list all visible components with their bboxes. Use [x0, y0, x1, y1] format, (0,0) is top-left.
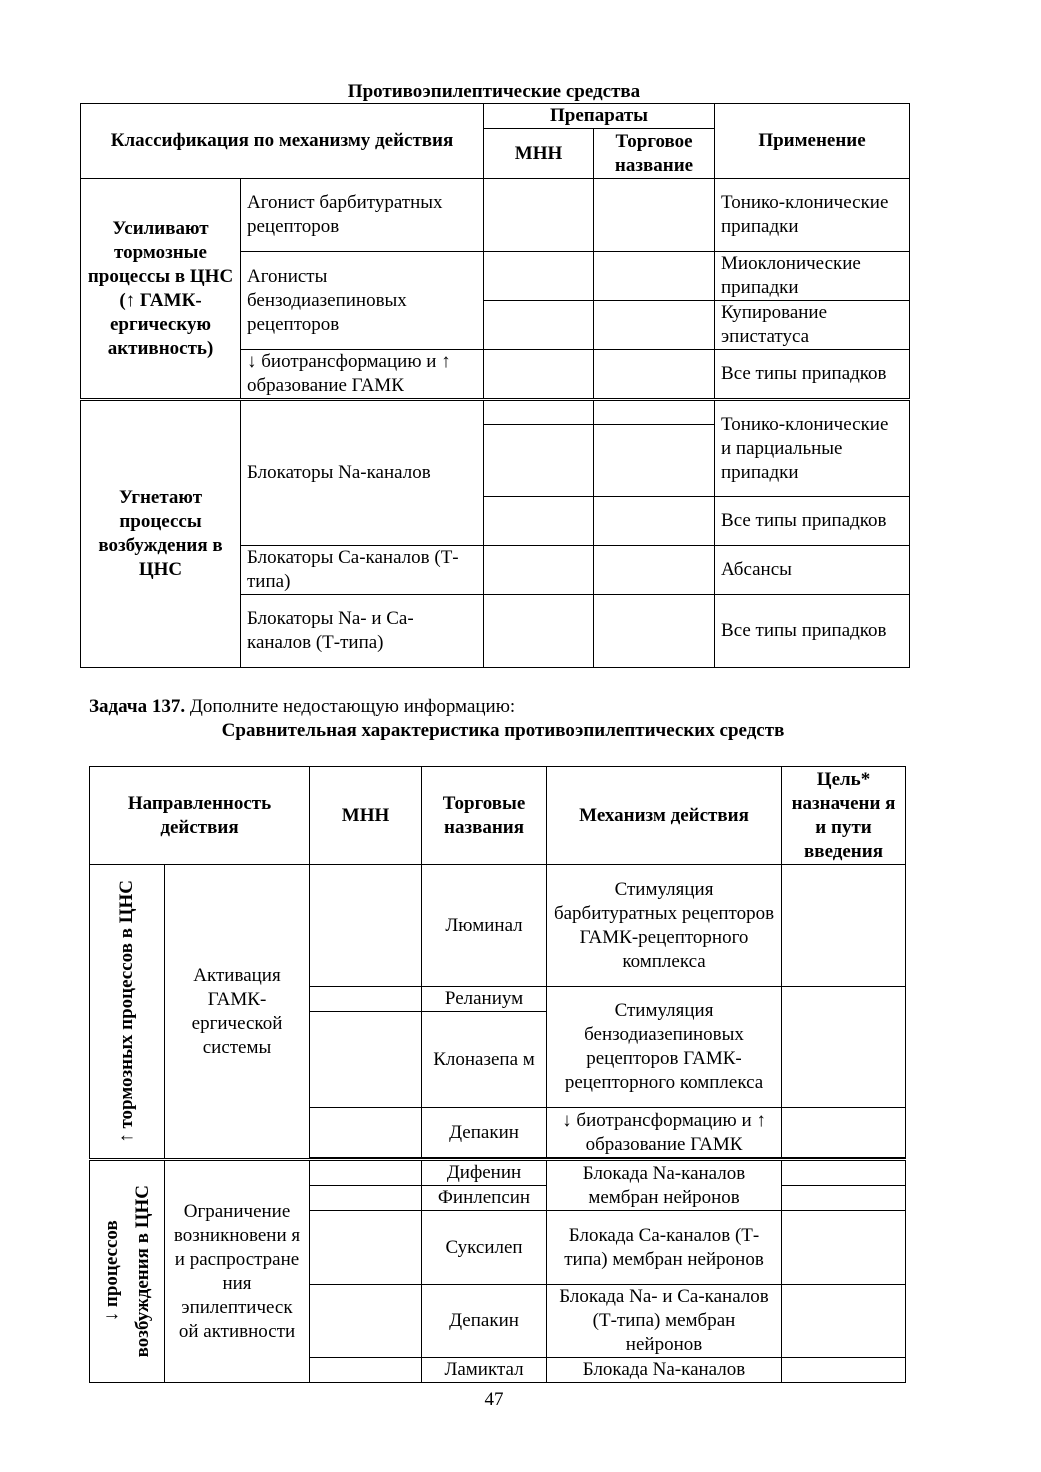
- header-goal: Цель* назначени я и пути введения: [782, 767, 906, 865]
- mnn-cell[interactable]: [310, 1358, 422, 1383]
- use-cell: Миоклонические припадки: [715, 252, 910, 301]
- trade-luminal: Люминал: [422, 865, 547, 987]
- mech-cell: Стимуляция бензодиазепиновых рецепторов ГАМК-рецепторного комплекса: [547, 987, 782, 1108]
- trade-cell[interactable]: [594, 425, 715, 497]
- header-direction: Направленность действия: [90, 767, 310, 865]
- mnn-cell[interactable]: [484, 497, 594, 546]
- task-137: [89, 695, 515, 719]
- mnn-cell[interactable]: [310, 865, 422, 987]
- group2-sub-label: Ограничение возникновени я и распростране ния эпилептическ ой активности: [165, 1160, 310, 1383]
- trade-cell[interactable]: [594, 301, 715, 350]
- group1-label: Усиливают тормозные процессы в ЦНС (↑ ГАМК-ергическую активность): [81, 179, 241, 400]
- trade-relanium: Реланиум: [422, 987, 547, 1012]
- mnn-cell[interactable]: [310, 1108, 422, 1158]
- mech-na-blockers: Блокаторы Na-каналов: [241, 400, 484, 546]
- mnn-cell[interactable]: [310, 1012, 422, 1108]
- trade-depakin: Депакин: [422, 1108, 547, 1158]
- use-cell: Тонико-клонические и парциальные припадки: [715, 400, 910, 497]
- goal-cell[interactable]: [782, 1186, 906, 1211]
- mnn-cell[interactable]: [484, 400, 594, 425]
- group2-label: Угнетают процессы возбуждения в ЦНС: [81, 400, 241, 668]
- group2-vertical-cell: [90, 1160, 165, 1383]
- mnn-cell[interactable]: [484, 595, 594, 668]
- page-number: 47: [484, 1389, 504, 1410]
- header-drugs: Препараты: [484, 104, 715, 129]
- trade-cell[interactable]: [594, 350, 715, 400]
- mech-cell: Блокада Na-каналов: [547, 1358, 782, 1383]
- mech-cell: Блокада Na- и Ca-каналов (Т-типа) мембран нейронов: [547, 1285, 782, 1358]
- group1-vertical-label: ↑ тормозных процессов в ЦНС: [116, 880, 137, 1143]
- mnn-cell[interactable]: [484, 350, 594, 400]
- mech-cell: Стимуляция барбитуратных рецепторов ГАМК-рецепторного комплекса: [547, 865, 782, 987]
- mnn-cell[interactable]: [484, 425, 594, 497]
- mnn-cell[interactable]: [484, 252, 594, 301]
- mech-na-ca-blockers: Блокаторы Na- и Ca-каналов (Т-типа): [241, 595, 484, 668]
- header-trade-names: Торговые названия: [422, 767, 547, 865]
- trade-cell[interactable]: [594, 546, 715, 595]
- mech-cell: ↓ биотрансформацию и ↑ образование ГАМК: [547, 1108, 782, 1158]
- use-cell: Все типы припадков: [715, 595, 910, 668]
- goal-cell[interactable]: [782, 987, 906, 1108]
- trade-cell[interactable]: [594, 497, 715, 546]
- use-cell: Купирование эпистатуса: [715, 301, 910, 350]
- mnn-cell[interactable]: [310, 987, 422, 1012]
- header-mnn: МНН: [310, 767, 422, 865]
- header-mnn: МНН: [484, 129, 594, 179]
- group1-sub-label: Активация ГАМК-ергической системы: [165, 865, 310, 1160]
- use-cell: Все типы припадков: [715, 497, 910, 546]
- trade-cell[interactable]: [594, 179, 715, 252]
- group2-vertical-label-1: ↓ процессов: [100, 1220, 122, 1323]
- mnn-cell[interactable]: [310, 1186, 422, 1211]
- mnn-cell[interactable]: [484, 179, 594, 252]
- header-classification: Классификация по механизму действия: [81, 104, 484, 179]
- trade-clonazepam: Клоназепа м: [422, 1012, 547, 1108]
- task-label: Задача 137.: [89, 696, 186, 717]
- mnn-cell[interactable]: [310, 1211, 422, 1285]
- mech-cell: Блокада Ca-каналов (Т-типа) мембран нейронов: [547, 1211, 782, 1285]
- table1-title: Противоэпилептические средства: [347, 81, 641, 102]
- trade-cell[interactable]: [594, 595, 715, 668]
- goal-cell[interactable]: [782, 1160, 906, 1186]
- trade-depakin: Депакин: [422, 1285, 547, 1358]
- header-use: Применение: [715, 104, 910, 179]
- goal-cell[interactable]: [782, 865, 906, 987]
- mnn-cell[interactable]: [484, 301, 594, 350]
- trade-difenin: Дифенин: [422, 1160, 547, 1186]
- use-cell: Тонико-клонические припадки: [715, 179, 910, 252]
- mnn-cell[interactable]: [310, 1160, 422, 1186]
- mech-gaba: ↓ биотрансформацию и ↑ образование ГАМК: [241, 350, 484, 400]
- header-mechanism: Механизм действия: [547, 767, 782, 865]
- goal-cell[interactable]: [782, 1285, 906, 1358]
- trade-lamictal: Ламиктал: [422, 1358, 547, 1383]
- use-cell: Абсансы: [715, 546, 910, 595]
- task-text: Дополните недостающую информацию:: [185, 696, 516, 717]
- mech-cell: Блокада Na-каналов мембран нейронов: [547, 1160, 782, 1211]
- trade-finlepsin: Финлепсин: [422, 1186, 547, 1211]
- use-cell: Все типы припадков: [715, 350, 910, 400]
- group2-vertical-label-2: возбуждения в ЦНС: [131, 1185, 153, 1358]
- trade-cell[interactable]: [594, 252, 715, 301]
- group1-vertical-cell: [90, 865, 165, 1160]
- trade-cell[interactable]: [594, 400, 715, 425]
- table2-title: Сравнительная характеристика противоэпилептических средств: [221, 720, 785, 741]
- goal-cell[interactable]: [782, 1211, 906, 1285]
- mech-ca-blockers: Блокаторы Ca-каналов (Т-типа): [241, 546, 484, 595]
- antiepileptic-classification-table: [80, 103, 910, 668]
- goal-cell[interactable]: [782, 1108, 906, 1158]
- goal-cell[interactable]: [782, 1358, 906, 1383]
- mnn-cell[interactable]: [484, 546, 594, 595]
- header-trade: Торговое название: [594, 129, 715, 179]
- mech-barbiturate: Агонист барбитуратных рецепторов: [241, 179, 484, 252]
- trade-suksilep: Суксилеп: [422, 1211, 547, 1285]
- mnn-cell[interactable]: [310, 1285, 422, 1358]
- mech-benzodiazepine: Агонисты бензодиазепиновых рецепторов: [241, 252, 484, 350]
- comparative-characteristics-table: [89, 766, 906, 1383]
